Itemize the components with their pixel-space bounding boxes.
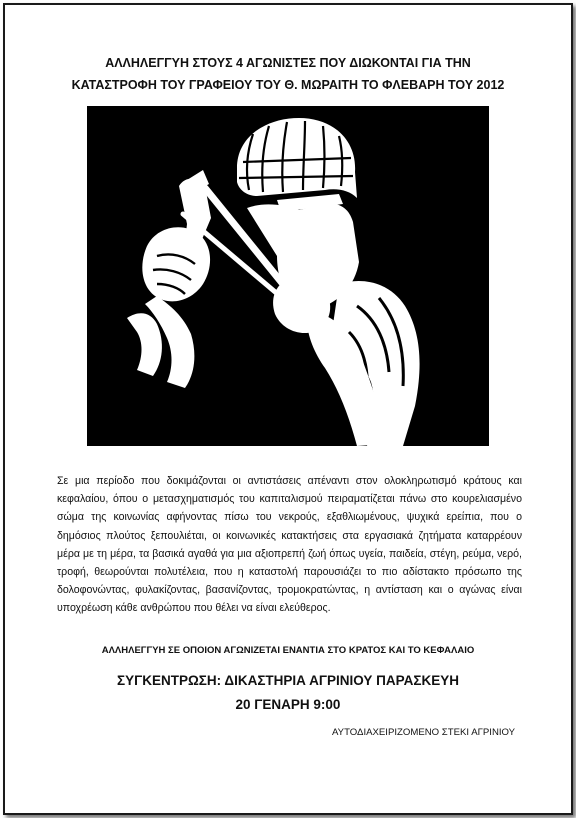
solidarity-slogan: ΑΛΛΗΛΕΓΓΥΗ ΣΕ ΟΠΟΙΟΝ ΑΓΩΝΙΖΕΤΑΙ ΕΝΑΝΤΙΑ ΣΤΟ ΚΡΑΤΟΣ ΚΑΙ ΤΟ ΚΕΦΑΛΑΙΟ [101, 645, 475, 656]
figure-illustration [87, 106, 489, 446]
title-line-1: ΑΛΛΗΛΕΓΓΥΗ ΣΤΟΥΣ 4 ΑΓΩΝΙΣΤΕΣ ΠΟΥ ΔΙΩΚΟΝΤΑΙ ΓΙΑ ΤΗΝ [105, 56, 471, 70]
event-date-time-line: 20 ΓΕΝΑΡΗ 9:00 [235, 697, 341, 712]
body-paragraph: Σε μια περίοδο που δοκιμάζονται οι αντιστάσεις απέναντι στον ολοκληρωτισμό κράτους και κεφαλαίου, όπου ο μετασχηματισμός του καπιταλισμού πειραματίζεται πάνω στο κουρελιασμένο σώμα της κοινωνίας αφήνοντας πίσω του νεκρούς, εξαθλιωμένους, ψυχικά ερείπια, που ο δημόσιος πλούτος ξεπουλιέται, οι κοινωνικές κατακτήσεις στα εργασιακά ζητήματα καταρρέουν μέρα με τη μέρα, τα βασικά αγαθά για μια αξιοπρεπή ζωή όπως υγεία, παιδεία, στέγη, ρεύμα, νερό, τροφή, θεωρούνται πολυτέλεια, που η καταστολή παρουσιάζει το πιο αδίστακτο πρόσωπο της δολοφονώντας, φυλακίζοντας, βασανίζοντας, τρομοκρατώντας, η αντίσταση και ο αγώνας είναι υποχρέωση κάθε ανθρώπου που θέλει να είναι ελεύθερος. [57, 475, 522, 615]
title-line-2: ΚΑΤΑΣΤΡΟΦΗ ΤΟΥ ΓΡΑΦΕΙΟΥ ΤΟΥ Θ. ΜΩΡΑΙΤΗ ΤΟ ΦΛΕΒΑΡΗ ΤΟΥ 2012 [71, 78, 505, 92]
masked-slingshot-figure-image [87, 106, 489, 446]
organizer-signature: ΑΥΤΟΔΙΑΧΕΙΡΙΖΟΜΕΝΟ ΣΤΕΚΙ ΑΓΡΙΝΙΟΥ [332, 727, 516, 738]
event-location-line: ΣΥΓΚΕΝΤΡΩΣΗ: ΔΙΚΑΣΤΗΡΙΑ ΑΓΡΙΝΙΟΥ ΠΑΡΑΣΚΕΥΗ [116, 673, 460, 688]
